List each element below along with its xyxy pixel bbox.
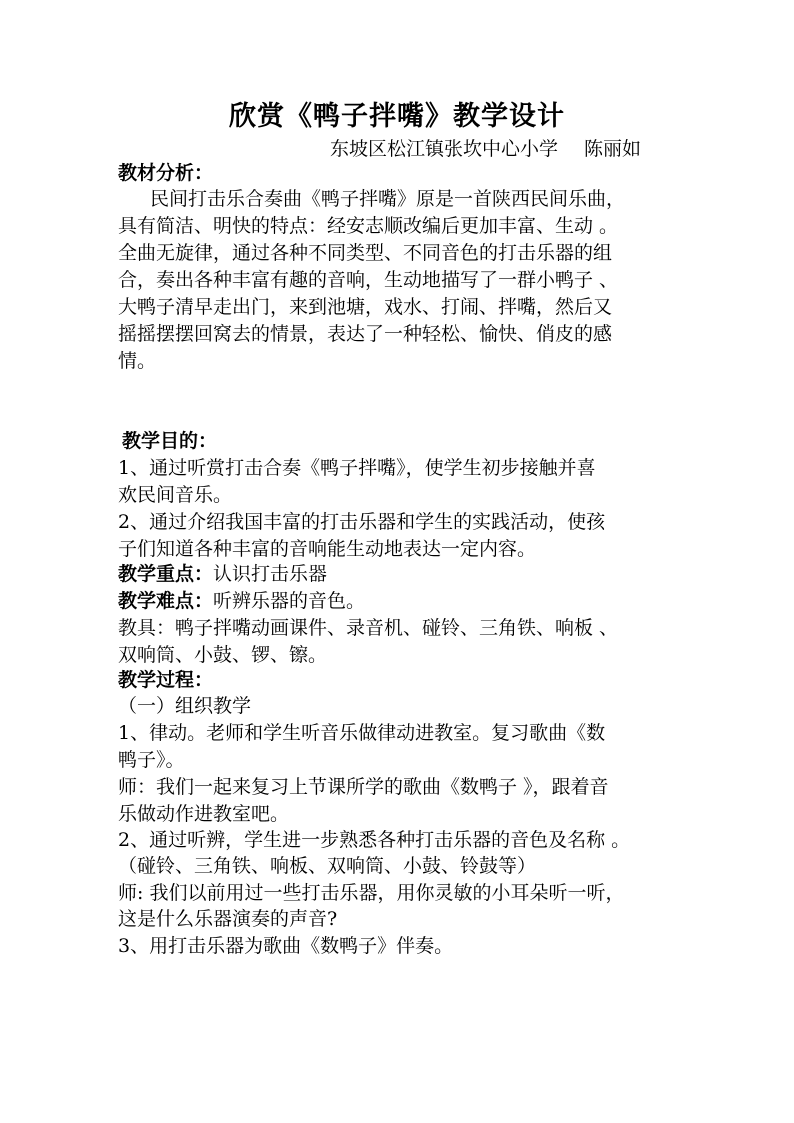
goals-line: 子们知道各种丰富的音响能生动地表达一定内容。	[118, 538, 537, 560]
tools-line: 双响筒、小鼓、锣、镲。	[118, 644, 328, 666]
author-school: 东坡区松江镇张坎中心小学	[330, 138, 559, 160]
process-line: 3、用打击乐器为歌曲《数鸭子》伴奏。	[118, 935, 454, 957]
process-line: （碰铃、三角铁、响板、双响筒、小鼓、铃鼓等）	[118, 855, 537, 877]
key-point-line	[118, 561, 678, 587]
analysis-line: 具有简洁、明快的特点：经安志顺改编后更加丰富、生动 。	[118, 215, 619, 237]
process-line: 师：我们一起来复习上节课所学的歌曲《数鸭子 》，跟着音	[118, 776, 609, 798]
process-line: 乐做动作进教室吧。	[118, 803, 290, 825]
process-line: （一）组织教学	[118, 695, 252, 717]
goals-line: 欢民间音乐。	[118, 484, 233, 506]
analysis-line: 摇摇摆摆回窝去的情景，表达了一种轻松、愉快、俏皮的感	[118, 323, 613, 345]
tools-line: 教具：鸭子拌嘴动画课件、录音机、碰铃、三角铁、响板 、	[118, 617, 619, 639]
analysis-line: 民间打击乐合奏曲《鸭子拌嘴》原是一首陕西民间乐曲，	[150, 188, 626, 210]
difficulty-label: 教学难点：	[118, 590, 214, 612]
goals-heading: 教学目的：	[122, 430, 218, 452]
goals-line: 2、通过介绍我国丰富的打击乐器和学生的实践活动，使孩	[118, 511, 606, 533]
difficulty-line	[118, 588, 678, 614]
analysis-line: 合，奏出各种丰富有趣的音响，生动地描写了一群小鸭子 、	[118, 269, 619, 291]
analysis-line: 大鸭子清早走出门，来到池塘，戏水、打闹、拌嘴，然后又	[118, 296, 613, 318]
document-title: 欣赏《鸭子拌嘴》教学设计	[229, 101, 565, 132]
key-point-label: 教学重点：	[118, 563, 214, 585]
process-line: 1、律动。老师和学生听音乐做律动进教室。复习歌曲《数	[118, 722, 606, 744]
process-heading: 教学过程：	[118, 669, 214, 691]
process-line: 鸭子》。	[118, 749, 185, 771]
process-line: 这是什么乐器演奏的声音?	[118, 908, 338, 930]
process-line: 2、通过听辨，学生进一步熟悉各种打击乐器的音色及名称 。	[118, 829, 631, 851]
difficulty-text: 听辨乐器的音色。	[213, 590, 366, 612]
analysis-line: 全曲无旋律，通过各种不同类型、不同音色的打击乐器的组	[118, 242, 613, 264]
goals-line: 1、通过听赏打击合奏《鸭子拌嘴》，使学生初步接触并喜	[118, 457, 596, 479]
analysis-heading: 教材分析：	[118, 162, 214, 184]
author-name: 陈丽如	[584, 138, 642, 160]
process-line: 师: 我们以前用过一些打击乐器，用你灵敏的小耳朵听一听，	[118, 882, 625, 904]
key-point-text: 认识打击乐器	[213, 563, 328, 585]
analysis-line: 情。	[118, 350, 157, 372]
author-line	[330, 134, 641, 161]
